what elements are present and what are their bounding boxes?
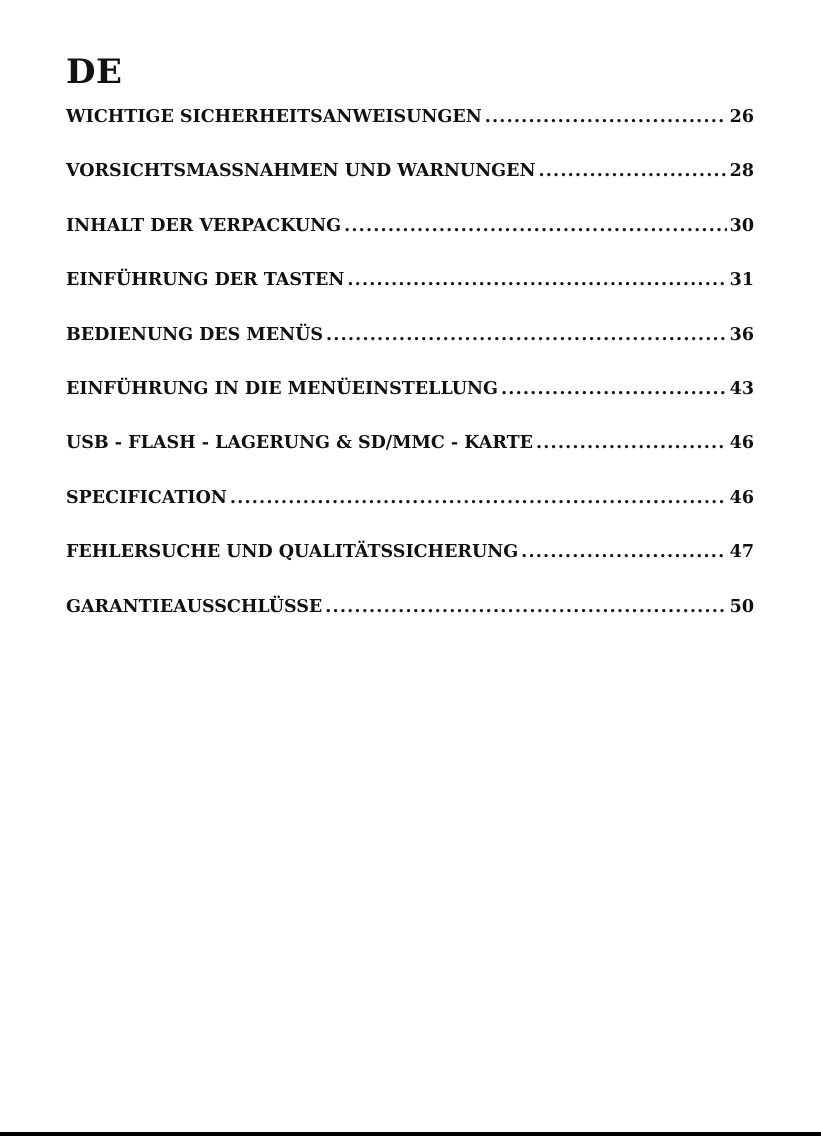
toc-dot-leader xyxy=(521,539,726,566)
toc-dot-leader xyxy=(536,430,727,457)
toc-dot-leader xyxy=(344,213,727,240)
toc-entry-page: 26 xyxy=(729,107,754,127)
toc-entry-page: 30 xyxy=(729,215,754,236)
toc-entry xyxy=(66,485,754,512)
toc-entry xyxy=(66,376,754,403)
toc-entry-title: EINFÜHRUNG IN DIE MENÜEINSTELLUNG xyxy=(66,378,498,399)
toc-entry-page: 43 xyxy=(729,378,754,399)
toc-entry-page: 36 xyxy=(729,324,754,345)
toc-entry xyxy=(66,104,754,131)
toc-entry-title: VORSICHTSMASSNAHMEN UND WARNUNGEN xyxy=(66,161,536,182)
toc-entry-page: 31 xyxy=(729,270,754,291)
toc-entry-title: GARANTIEAUSSCHLÜSSE xyxy=(66,596,323,617)
toc-entry-title: WICHTIGE SICHERHEITSANWEISUNGEN xyxy=(66,107,482,127)
toc-dot-leader xyxy=(326,322,727,349)
toc-dot-leader xyxy=(538,158,726,185)
page-bottom-border xyxy=(0,1132,821,1136)
toc-entry-title: INHALT DER VERPACKUNG xyxy=(66,215,342,236)
language-heading: DE xyxy=(66,52,123,92)
toc-dot-leader xyxy=(230,485,727,512)
toc-entry-title: SPECIFICATION xyxy=(66,487,227,508)
toc-entry-title: FEHLERSUCHE UND QUALITÄTSSICHERUNG xyxy=(66,542,519,563)
toc-entry xyxy=(66,322,754,349)
toc-dot-leader xyxy=(501,376,727,403)
toc-entry xyxy=(66,267,754,294)
toc-dot-leader xyxy=(325,594,726,621)
toc-dot-leader xyxy=(485,104,727,131)
toc-dot-leader xyxy=(347,267,726,294)
toc-entry-page: 50 xyxy=(729,596,754,617)
toc-entry xyxy=(66,539,754,566)
toc-entry xyxy=(66,213,754,240)
table-of-contents xyxy=(66,104,754,648)
toc-entry xyxy=(66,430,754,457)
toc-entry-page: 46 xyxy=(729,433,754,454)
toc-entry-page: 46 xyxy=(729,487,754,508)
toc-entry-title: EINFÜHRUNG DER TASTEN xyxy=(66,270,345,291)
toc-entry xyxy=(66,594,754,621)
toc-entry-title: USB - FLASH - LAGERUNG & SD/MMC - KARTE xyxy=(66,433,533,454)
toc-entry-page: 47 xyxy=(729,542,754,563)
toc-entry xyxy=(66,158,754,185)
toc-entry-title: BEDIENUNG DES MENÜS xyxy=(66,324,323,345)
toc-entry-page: 28 xyxy=(729,161,754,182)
